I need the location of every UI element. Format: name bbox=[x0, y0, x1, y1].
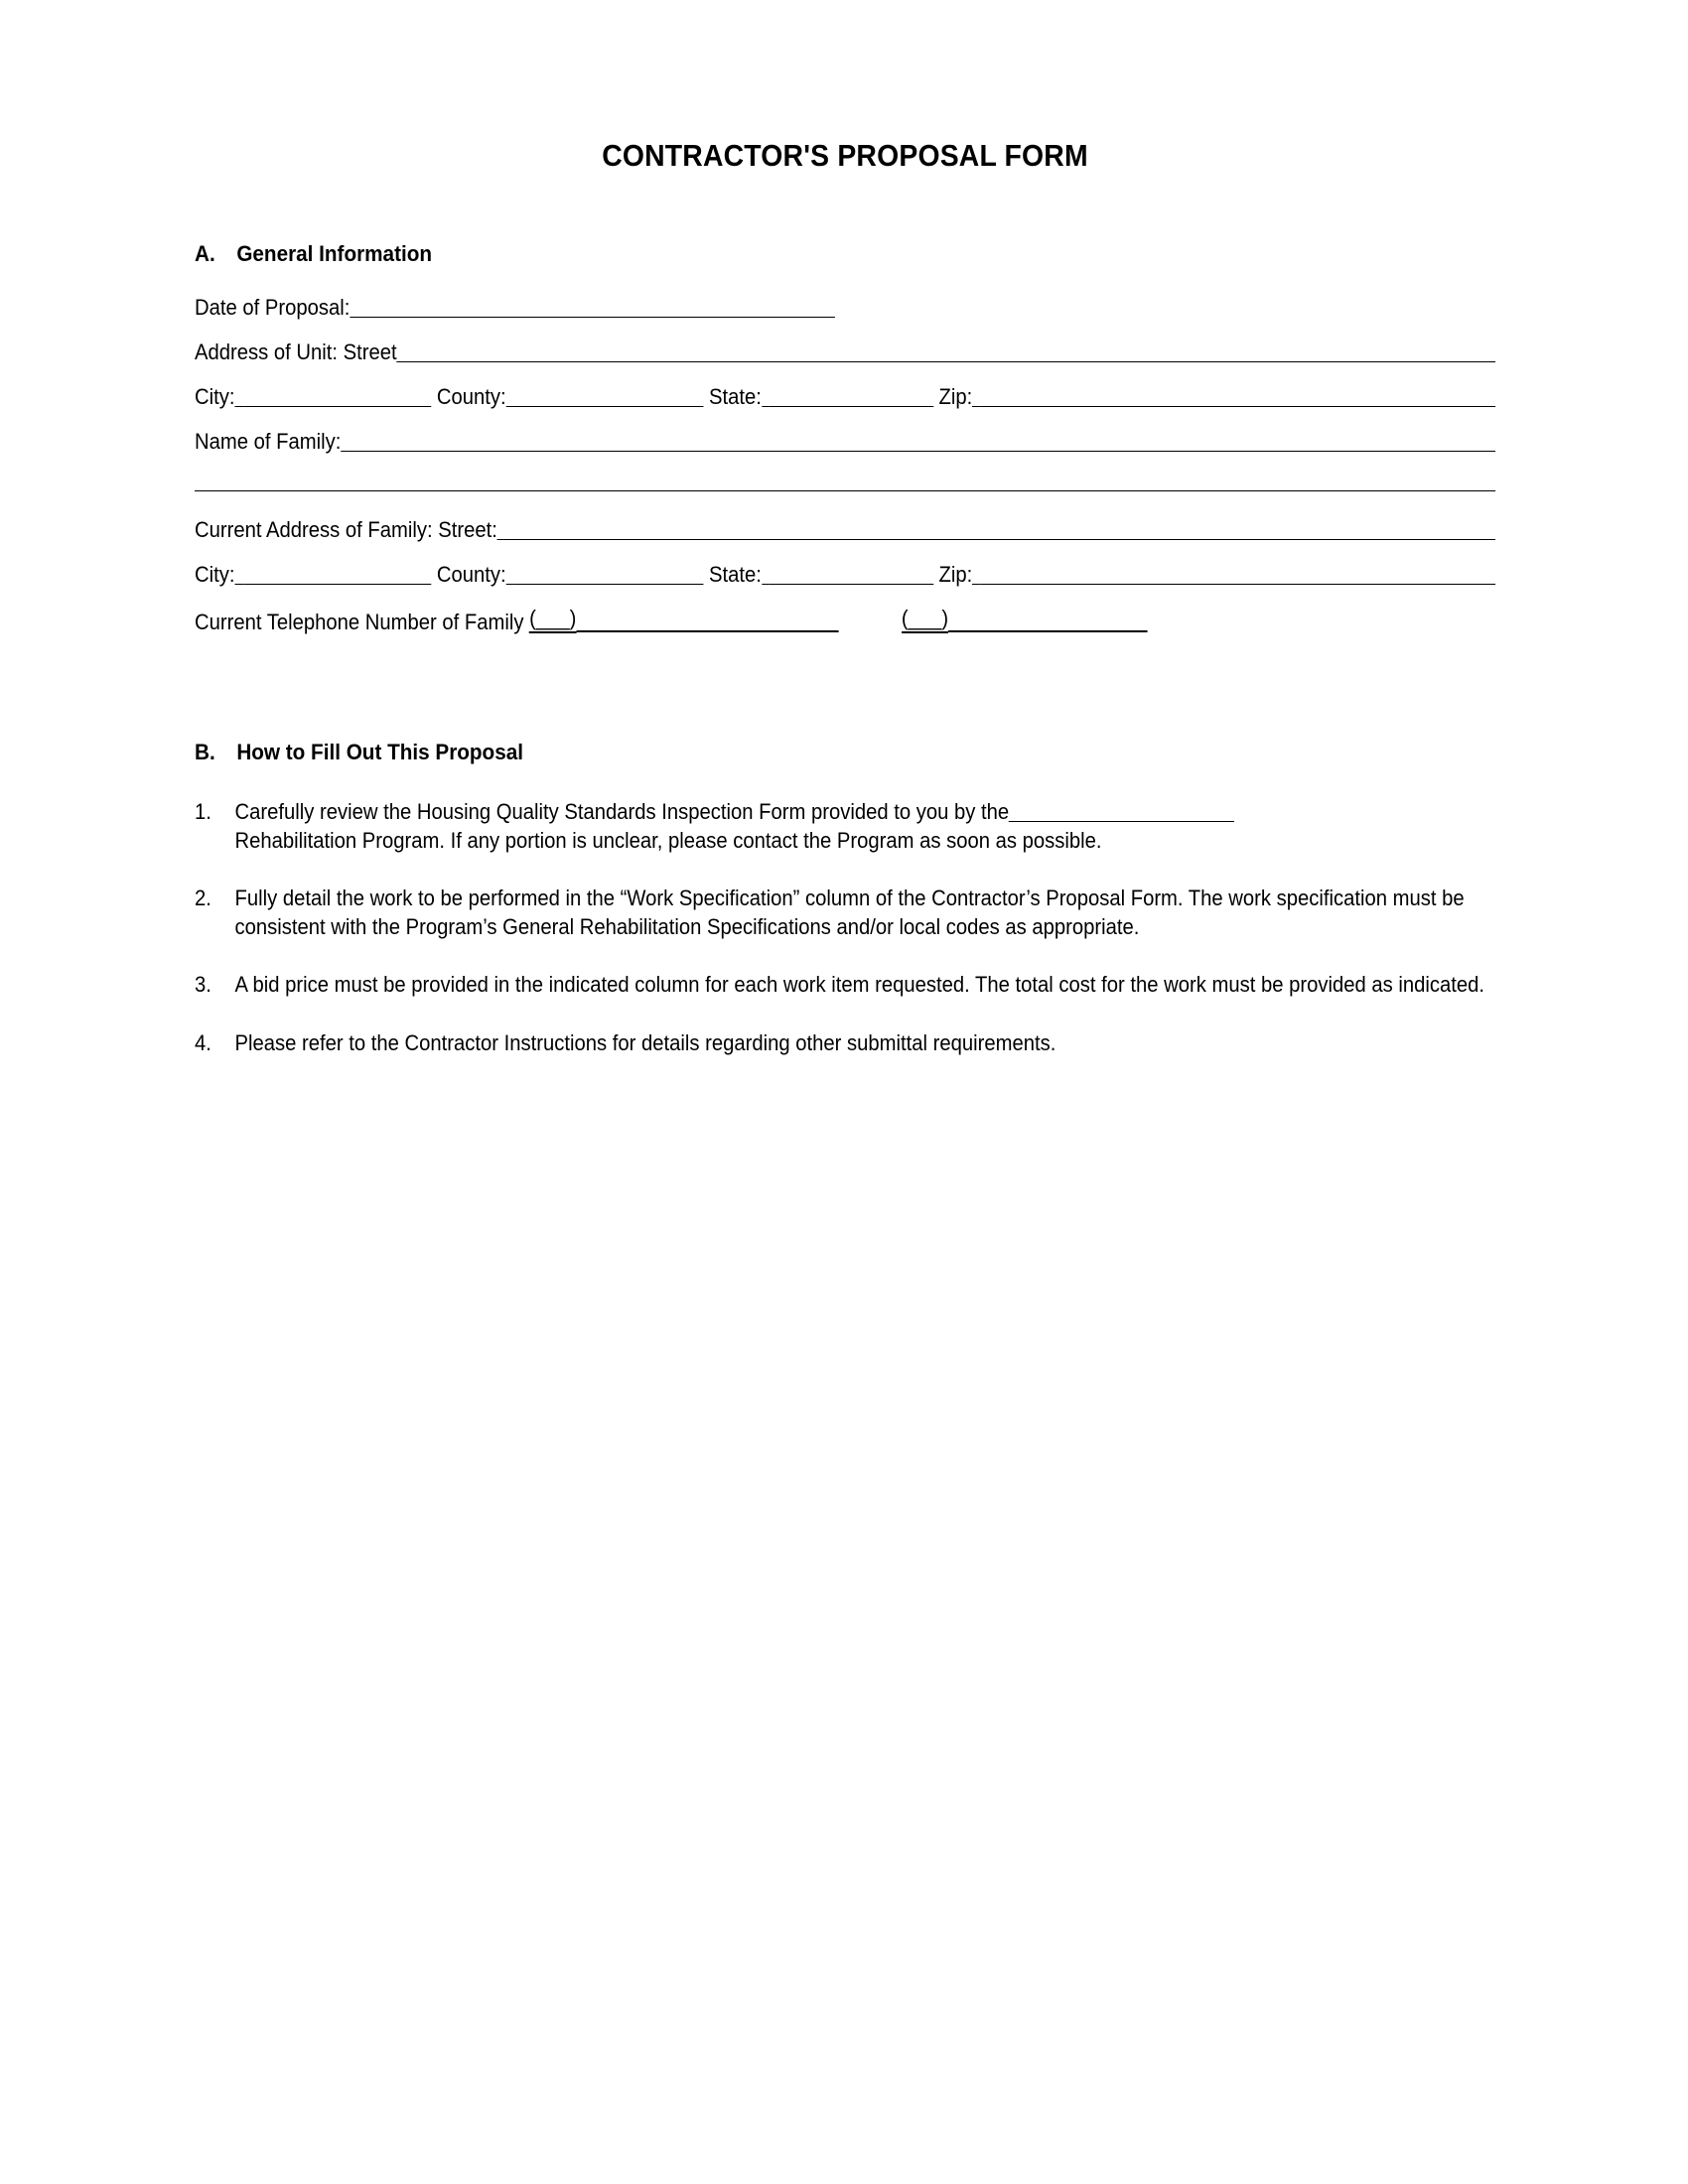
city-input-2[interactable] bbox=[244, 563, 432, 585]
instruction-4-text: Please refer to the Contractor Instructions for details regarding other submittal requirements. bbox=[234, 1029, 1056, 1055]
page-content bbox=[195, 0, 1495, 1058]
state-input[interactable] bbox=[769, 385, 933, 407]
section-a-letter: A. bbox=[195, 241, 215, 266]
name-of-family-input[interactable] bbox=[349, 430, 1495, 452]
telephone-2-input[interactable] bbox=[948, 610, 1148, 632]
zip-label: Zip: bbox=[938, 384, 973, 409]
section-a-heading bbox=[195, 241, 1391, 267]
city-label-2: City: bbox=[195, 562, 235, 587]
county-input[interactable] bbox=[513, 385, 703, 407]
field-row-city-county-state-zip-family bbox=[195, 563, 1495, 586]
rehabilitation-program-name-input[interactable] bbox=[1009, 802, 1234, 822]
instruction-item-3 bbox=[195, 971, 1495, 1000]
city-label: City: bbox=[195, 384, 235, 409]
instruction-item-2 bbox=[195, 885, 1495, 941]
county-label-2: County: bbox=[436, 562, 506, 587]
current-address-label: Current Address of Family: Street: bbox=[195, 517, 497, 542]
field-row-name-of-family bbox=[195, 430, 1495, 453]
name-of-family-label: Name of Family: bbox=[195, 429, 342, 454]
instruction-3-text: A bid price must be provided in the indicated column for each work item requested. The total cost for the work must be provided as indicated. bbox=[234, 972, 1485, 998]
field-row-address-of-unit bbox=[195, 341, 1495, 363]
field-row-city-county-state-zip-unit bbox=[195, 385, 1495, 408]
address-of-unit-label: Address of Unit: Street bbox=[195, 340, 397, 364]
instruction-item-1 bbox=[195, 798, 1495, 855]
instruction-1-number: 1. bbox=[195, 799, 211, 824]
zip-label-2: Zip: bbox=[938, 562, 973, 587]
state-label-2: State: bbox=[709, 562, 762, 587]
date-of-proposal-label: Date of Proposal: bbox=[195, 295, 351, 320]
zip-input-2[interactable] bbox=[980, 563, 1495, 585]
field-row-date-of-proposal bbox=[195, 296, 1495, 319]
county-input-2[interactable] bbox=[513, 563, 703, 585]
field-row-current-telephone bbox=[195, 608, 1495, 633]
section-b-heading bbox=[195, 740, 1391, 765]
telephone-1-area-code[interactable]: (___) bbox=[529, 608, 576, 633]
instruction-1-text bbox=[234, 798, 1495, 855]
date-of-proposal-input[interactable] bbox=[360, 296, 835, 318]
city-input[interactable] bbox=[244, 385, 432, 407]
state-label: State: bbox=[709, 384, 762, 409]
section-b-title: How to Fill Out This Proposal bbox=[236, 740, 523, 764]
zip-input[interactable] bbox=[980, 385, 1495, 407]
instruction-3-number: 3. bbox=[195, 972, 211, 998]
telephone-label: Current Telephone Number of Family bbox=[195, 610, 524, 634]
field-row-current-address-of-family bbox=[195, 518, 1495, 541]
instruction-1-text-after-blank: Rehabilitation Program. If any portion is unclear, please contact the Program as soon as possible. bbox=[234, 827, 1102, 853]
section-a-title: General Information bbox=[236, 241, 433, 266]
telephone-2-area-code[interactable]: (___) bbox=[902, 608, 948, 633]
state-input-2[interactable] bbox=[769, 563, 933, 585]
address-of-unit-street-input[interactable] bbox=[397, 341, 1495, 362]
instruction-1-text-before-blank: Carefully review the Housing Quality Standards Inspection Form provided to you by the bbox=[234, 799, 1010, 824]
section-b-letter: B. bbox=[195, 740, 215, 764]
county-label: County: bbox=[436, 384, 506, 409]
name-of-family-input-continuation[interactable] bbox=[195, 490, 1495, 491]
instruction-2-text: Fully detail the work to be performed in the “Work Specification” column of the Contractor’s Proposal Form. The work specification must be consistent with the Program’s General Rehabilitation Specifications and/or local codes as appropriate. bbox=[234, 886, 1465, 939]
instruction-item-4 bbox=[195, 1029, 1495, 1058]
current-address-street-input[interactable] bbox=[504, 518, 1495, 540]
instruction-4-number: 4. bbox=[195, 1029, 211, 1055]
telephone-1-input[interactable] bbox=[576, 610, 838, 632]
page-title: CONTRACTOR'S PROPOSAL FORM bbox=[602, 139, 1088, 173]
instruction-2-number: 2. bbox=[195, 886, 211, 911]
